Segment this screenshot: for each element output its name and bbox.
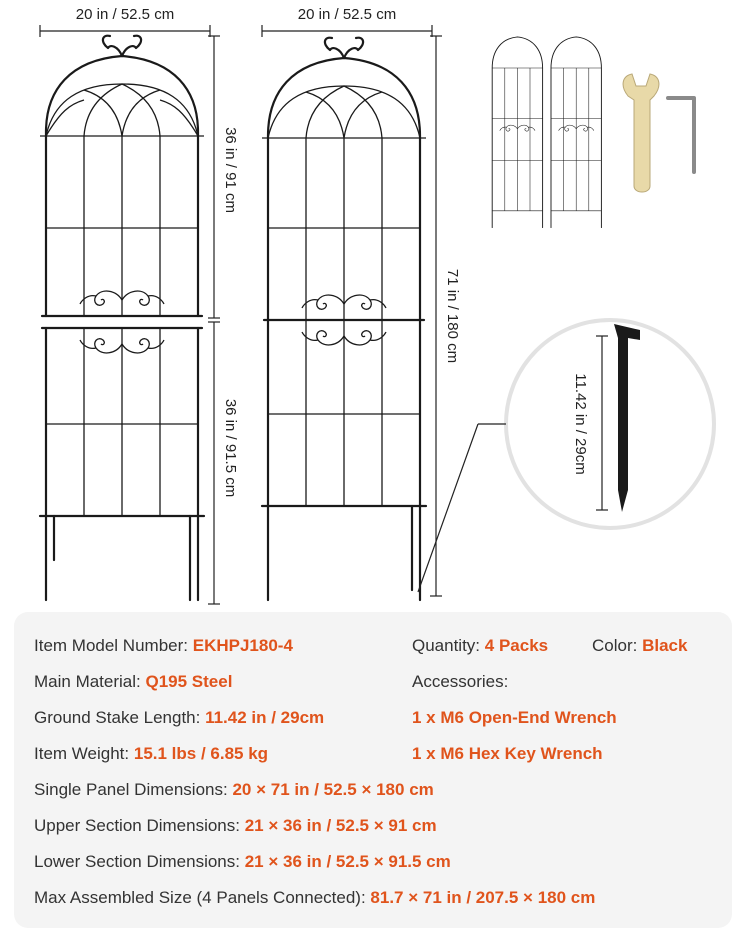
material-value: Q195 Steel [145,672,233,691]
width-label-2: 20 in / 52.5 cm [297,6,397,23]
material-row [34,672,232,692]
stake-label: Ground Stake Length: [34,708,201,727]
upper-section-value: 21 × 36 in / 52.5 × 91 cm [244,816,437,835]
upper-section-row [34,816,437,836]
accessory-wrench: 1 x M6 Open-End Wrench [412,708,617,727]
upper-section-label: Upper Section Dimensions: [34,816,240,835]
max-assembled-value: 81.7 × 71 in / 207.5 × 180 cm [370,888,596,907]
stake-row [34,708,324,728]
weight-row [34,744,268,764]
accessories-row [412,672,508,692]
lower-height-dimension [208,322,239,604]
ground-stake-detail [418,320,714,592]
single-panel-value: 20 × 71 in / 52.5 × 180 cm [232,780,434,799]
lower-height-label: 36 in / 91.5 cm [222,398,239,498]
spec-panel [14,612,732,928]
single-panel-row [34,780,434,800]
model-number-row [34,636,293,656]
trellis-pair-photo [492,37,601,228]
model-number-value: EKHPJ180-4 [192,636,293,655]
color-row [592,636,687,656]
trellis-panel-separated [40,36,204,600]
accessory-item [412,708,617,728]
accessory-item [412,744,603,764]
upper-height-label: 36 in / 91 cm [222,127,239,213]
trellis-panel-assembled [262,38,426,600]
color-value: Black [642,636,688,655]
quantity-value: 4 Packs [484,636,549,655]
total-height-label: 71 in / 180 cm [444,268,461,364]
lower-section-value: 21 × 36 in / 52.5 × 91.5 cm [244,852,451,871]
accessory-hex-key: 1 x M6 Hex Key Wrench [412,744,603,763]
quantity-row [412,636,548,656]
material-label: Main Material: [34,672,141,691]
stake-value: 11.42 in / 29cm [205,708,325,727]
max-assembled-row [34,888,595,908]
width-dimension-1 [40,6,210,37]
quantity-label: Quantity: [412,636,481,655]
hex-key-icon [668,98,694,172]
accessories-label: Accessories: [412,672,509,691]
stake-length-label: 11.42 in / 29cm [572,373,589,475]
width-label-1: 20 in / 52.5 cm [75,6,175,23]
lower-section-row [34,852,451,872]
weight-value: 15.1 lbs / 6.85 kg [133,744,269,763]
weight-label: Item Weight: [34,744,130,763]
max-assembled-label: Max Assembled Size (4 Panels Connected): [34,888,366,907]
lower-section-label: Lower Section Dimensions: [34,852,240,871]
upper-height-dimension [208,36,239,318]
color-label: Color: [592,636,638,655]
model-number-label: Item Model Number: [34,636,188,655]
width-dimension-2 [262,6,432,37]
single-panel-label: Single Panel Dimensions: [34,780,228,799]
total-height-dimension [430,36,461,596]
open-end-wrench-icon [623,74,659,192]
